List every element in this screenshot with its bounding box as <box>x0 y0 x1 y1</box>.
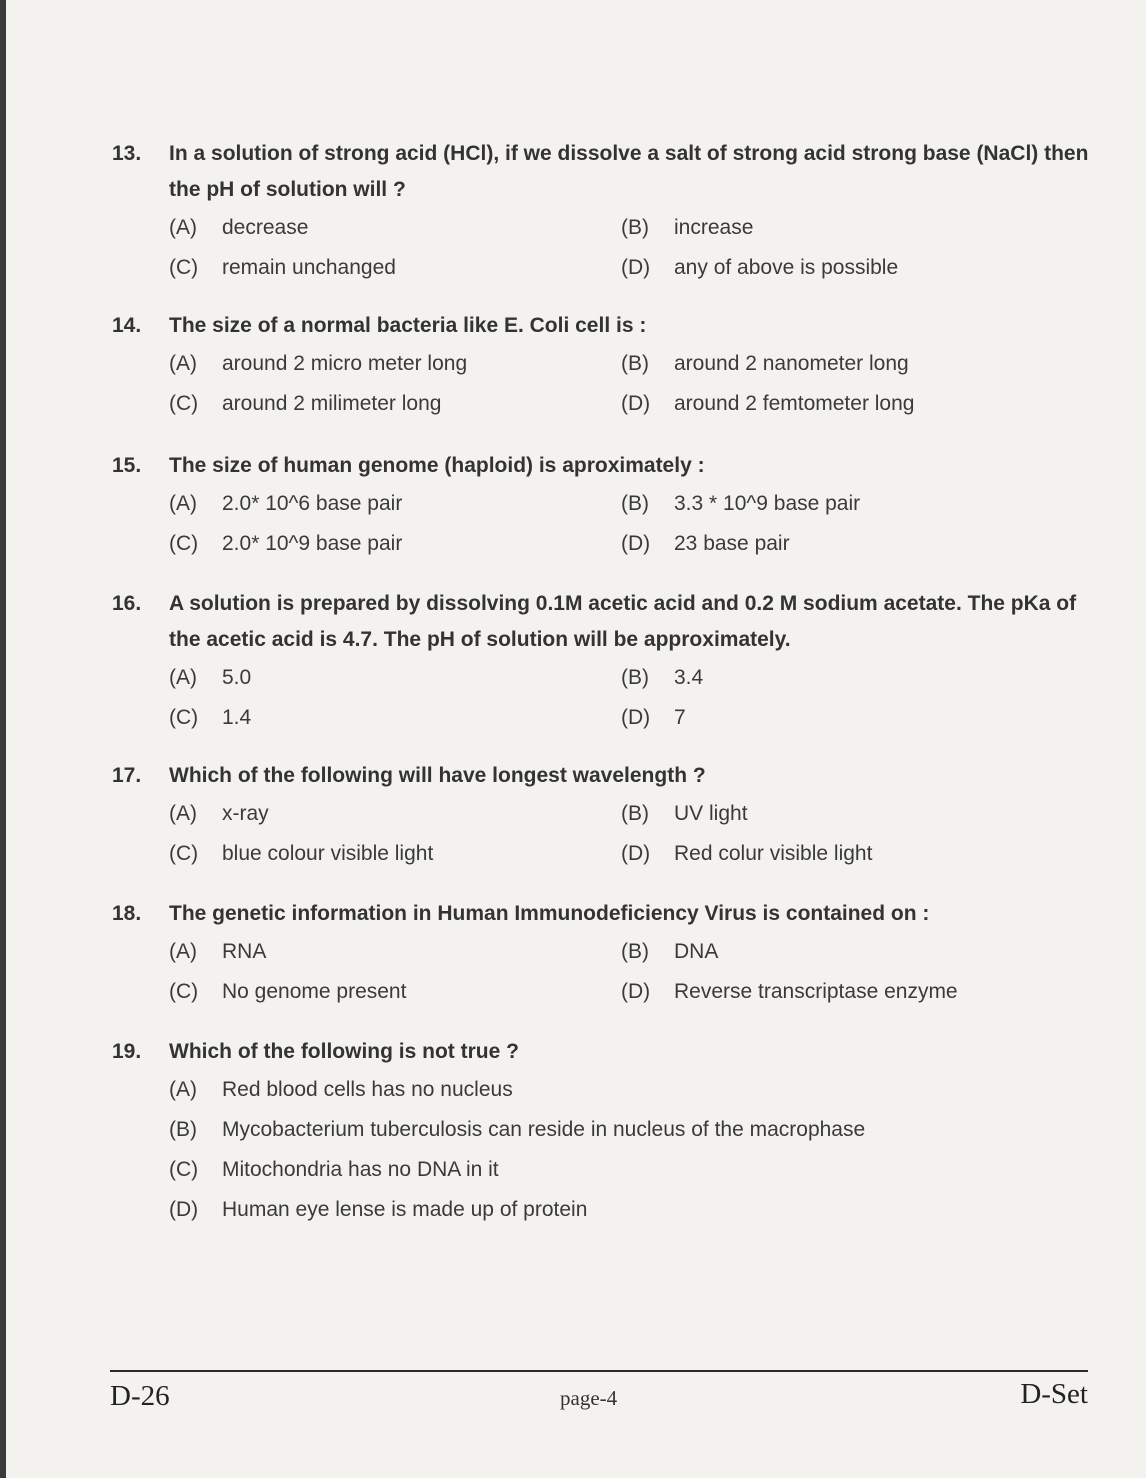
options <box>169 794 1102 874</box>
option-d: (D) around 2 femtometer long <box>621 392 915 415</box>
question-number: 15. <box>112 454 142 477</box>
option-a: (A) decrease <box>169 216 309 239</box>
option-b: (B) Mycobacterium tuberculosis can reside in nucleus of the macrophase <box>169 1118 866 1141</box>
options <box>169 208 1102 288</box>
question-number: 19. <box>112 1040 142 1063</box>
options <box>169 344 1102 424</box>
question-text: The size of a normal bacteria like E. Coli cell is : <box>169 314 647 337</box>
option-c: (C) Mitochondria has no DNA in it <box>169 1158 499 1181</box>
question-paper <box>112 136 1102 1230</box>
option-d: (D) Human eye lense is made up of protein <box>169 1198 588 1221</box>
question-text: Which of the following will have longest wavelength ? <box>169 764 706 787</box>
question-text: Which of the following is not true ? <box>169 1040 519 1063</box>
page-footer <box>110 1370 1088 1412</box>
options <box>169 932 1102 1012</box>
paper-code: D-26 <box>110 1380 170 1412</box>
options <box>169 484 1102 564</box>
option-a: (A) 5.0 <box>169 666 252 689</box>
option-a: (A) x-ray <box>169 802 269 825</box>
question-number: 17. <box>112 764 142 787</box>
option-b: (B) 3.4 <box>621 666 704 689</box>
option-b: (B) around 2 nanometer long <box>621 352 909 375</box>
question-16 <box>112 586 1102 738</box>
option-a: (A) around 2 micro meter long <box>169 352 468 375</box>
option-c: (C) 2.0* 10^9 base pair <box>169 532 403 555</box>
question-number: 13. <box>112 142 142 165</box>
options <box>169 1070 1102 1230</box>
option-b: (B) increase <box>621 216 754 239</box>
option-d: (D) any of above is possible <box>621 256 899 279</box>
option-d: (D) Red colur visible light <box>621 842 873 865</box>
option-c: (C) No genome present <box>169 980 407 1003</box>
question-text: A solution is prepared by dissolving 0.1M acetic acid and 0.2 M sodium acetate. The pKa of the acetic acid is 4.7. The pH of solution will be approximately. <box>169 592 1077 651</box>
question-number: 14. <box>112 314 142 337</box>
options <box>169 658 1102 738</box>
option-b: (B) DNA <box>621 940 719 963</box>
question-number: 18. <box>112 902 142 925</box>
question-text: In a solution of strong acid (HCl), if we dissolve a salt of strong acid strong base (NaCl) then the pH of solution will ? <box>169 142 1089 201</box>
question-19 <box>112 1034 1102 1230</box>
option-c: (C) remain unchanged <box>169 256 396 279</box>
set-label: D-Set <box>1020 1378 1088 1410</box>
question-15 <box>112 448 1102 564</box>
question-18 <box>112 896 1102 1012</box>
page-edge <box>0 0 6 1478</box>
option-a: (A) Red blood cells has no nucleus <box>169 1078 513 1101</box>
option-d: (D) 23 base pair <box>621 532 790 555</box>
option-a: (A) RNA <box>169 940 267 963</box>
question-number: 16. <box>112 592 142 615</box>
question-14 <box>112 308 1102 424</box>
option-b: (B) UV light <box>621 802 748 825</box>
option-d: (D) 7 <box>621 706 686 729</box>
question-text: The size of human genome (haploid) is aproximately : <box>169 454 705 477</box>
option-b: (B) 3.3 * 10^9 base pair <box>621 492 861 515</box>
option-d: (D) Reverse transcriptase enzyme <box>621 980 958 1003</box>
option-c: (C) 1.4 <box>169 706 252 729</box>
option-c: (C) blue colour visible light <box>169 842 434 865</box>
question-17 <box>112 758 1102 874</box>
option-c: (C) around 2 milimeter long <box>169 392 442 415</box>
page-number: page-4 <box>560 1386 618 1410</box>
question-text: The genetic information in Human Immunodeficiency Virus is contained on : <box>169 902 930 925</box>
option-a: (A) 2.0* 10^6 base pair <box>169 492 403 515</box>
question-13 <box>112 136 1102 288</box>
